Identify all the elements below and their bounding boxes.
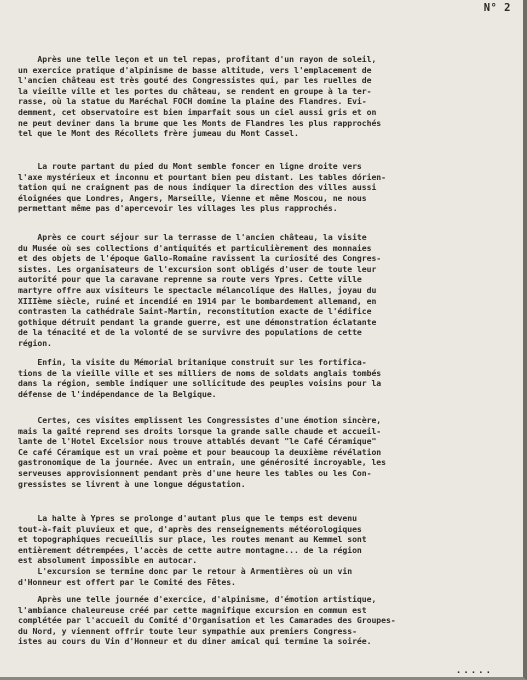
text-line: Après une telle journée d'exercice, d'alpinisme, d'émotion artistique,: [18, 594, 377, 604]
paragraph-8: [18, 594, 396, 647]
text-line: martyre offre aux visiteurs le spectacle mélancolique des Halles, joyau du: [18, 284, 377, 295]
text-line: dans la région, semble indiquer une sollicitude des peuples voisins pour la: [18, 378, 382, 389]
text-line: tel que le Mont des Récollets frère jumeau du Mont Cassel.: [18, 128, 299, 139]
text-line: de la ténacité et de la volonté de se survivre des populations de cette: [18, 327, 362, 338]
text-line: Enfin, la visite du Mémorial britanique construit sur les fortifica-: [18, 357, 367, 367]
text-line: région.: [18, 337, 52, 348]
text-line: permettant même pas d'apercevoir les villages les plus rapprochés.: [18, 203, 338, 214]
text-line: istes au cours du Vin d'Honneur et du diner amical qui termine la soirée.: [18, 636, 372, 647]
text-line: Ce café Céramique est un vrai poème et pour beaucoup la deuxième révélation: [18, 446, 382, 457]
text-line: du Nord, y viennent offrir toute leur sympathie aux premiers Congress-: [18, 625, 357, 636]
text-line: est absolument impossible en autocar.: [18, 555, 198, 566]
paragraph-2: [18, 161, 386, 214]
text-line: Certes, ces visites emplissent les Congressistes d'une émotion sincère,: [18, 415, 382, 425]
text-line: Après ce court séjour sur la terrasse de l'ancien château, la visite: [18, 232, 367, 242]
text-line: un exercice pratique d'alpinisme de basse altitude, vers l'emplacement de: [18, 64, 372, 75]
text-line: sistes. Les organisateurs de l'excursion sont obligés d'user de toute leur: [18, 263, 377, 274]
text-line: ne peut deviner dans la brume que les Monts de Flandres les plus rapprochés: [18, 117, 382, 128]
page-number: N° 2: [483, 2, 511, 14]
text-line: d'Honneur est offert par le Comité des Fêtes.: [18, 576, 236, 587]
text-line: L'excursion se termine donc par le retour à Armentières où un vin: [18, 566, 353, 576]
text-line: éloignées que Londres, Angers, Marseille, Vienne et même Moscou, ne nous: [18, 192, 367, 203]
text-line: complétée par l'accueil du Comité d'Organisation et les Camarades des Groupes-: [18, 615, 396, 626]
text-line: XIIIème siècle, ruiné et incendié en 1914 par le bombardement allemand, en: [18, 295, 377, 306]
continuation-dots: .....: [455, 666, 493, 676]
paragraph-1: [18, 54, 381, 139]
text-line: lante de l'Hotel Excelsior nous trouve attablés devant "le Café Céramique": [18, 436, 377, 447]
text-line: du Musée où ses collections d'antiquités et particulièrement des monnaies: [18, 242, 372, 253]
paragraph-4: [18, 357, 381, 399]
text-line: l'axe mystérieux et inconnu et pourtant bien peu distant. Les tables dórien-: [18, 171, 386, 182]
text-line: la vieille ville et les portes du château, se rendent en groupe à la ter-: [18, 85, 372, 96]
text-line: tions de la vieille ville et ses milliers de noms de soldats anglais tombés: [18, 367, 382, 378]
text-line: tout-à-fait pluvieux et que, d'après des renseignements météorologiques: [18, 523, 362, 534]
text-line: contrasten la cathédrale Saint-Martin, reconstitution exacte de l'édifice: [18, 306, 372, 317]
paragraph-3: [18, 232, 381, 349]
paragraph-6: [18, 513, 367, 566]
text-line: gothique détruit pendant la grande guerre, est une démonstration éclatante: [18, 316, 377, 327]
text-line: gastronomique de la journée. Avec un entrain, une générosité incroyable, les: [18, 457, 386, 468]
text-line: La halte à Ypres se prolonge d'autant plus que le temps est devenu: [18, 513, 357, 523]
text-line: et des objets de l'époque Gallo-Romaine ravissent la curiosité des Congres-: [18, 253, 382, 264]
text-line: défense de l'indépendance de la Belgique.: [18, 388, 217, 399]
text-line: et topographiques recueillis sur place, les routes menant au Kemmel sont: [18, 534, 367, 545]
text-line: serveuses approvisionnent pendant près d'une heure les tables ou les Con-: [18, 467, 372, 478]
text-line: La route partant du pied du Mont semble foncer en ligne droite vers: [18, 161, 362, 171]
paragraph-7: [18, 566, 352, 587]
text-line: l'ancien château est très gouté des Congressistes qui, par les ruelles de: [18, 75, 372, 86]
text-line: Après une telle leçon et un tel repas, profitant d'un rayon de soleil,: [18, 54, 377, 64]
text-line: mais la gaîté reprend ses droits lorsque la grande salle chaude et accueil-: [18, 425, 382, 436]
text-line: tation qui ne craignent pas de nous indiquer la direction des villes aussi: [18, 182, 377, 193]
text-line: gressistes se livrent à une longue dégustation.: [18, 478, 246, 489]
text-line: entièrement détrempées, l'accès de cette autre montagne... de la région: [18, 544, 362, 555]
paragraph-5: [18, 415, 386, 489]
text-line: demment, cet observatoire est bien imparfait sous un ciel aussi gris et on: [18, 106, 377, 117]
text-line: l'ambiance chaleureuse créé par cette magnifique excursion en commun est: [18, 604, 367, 615]
text-line: rasse, où la statue du Maréchal FOCH domine la plaine des Flandres. Evi-: [18, 96, 367, 107]
text-line: autorité pour que la caravane reprenne sa route vers Ypres. Cette ville: [18, 274, 362, 285]
